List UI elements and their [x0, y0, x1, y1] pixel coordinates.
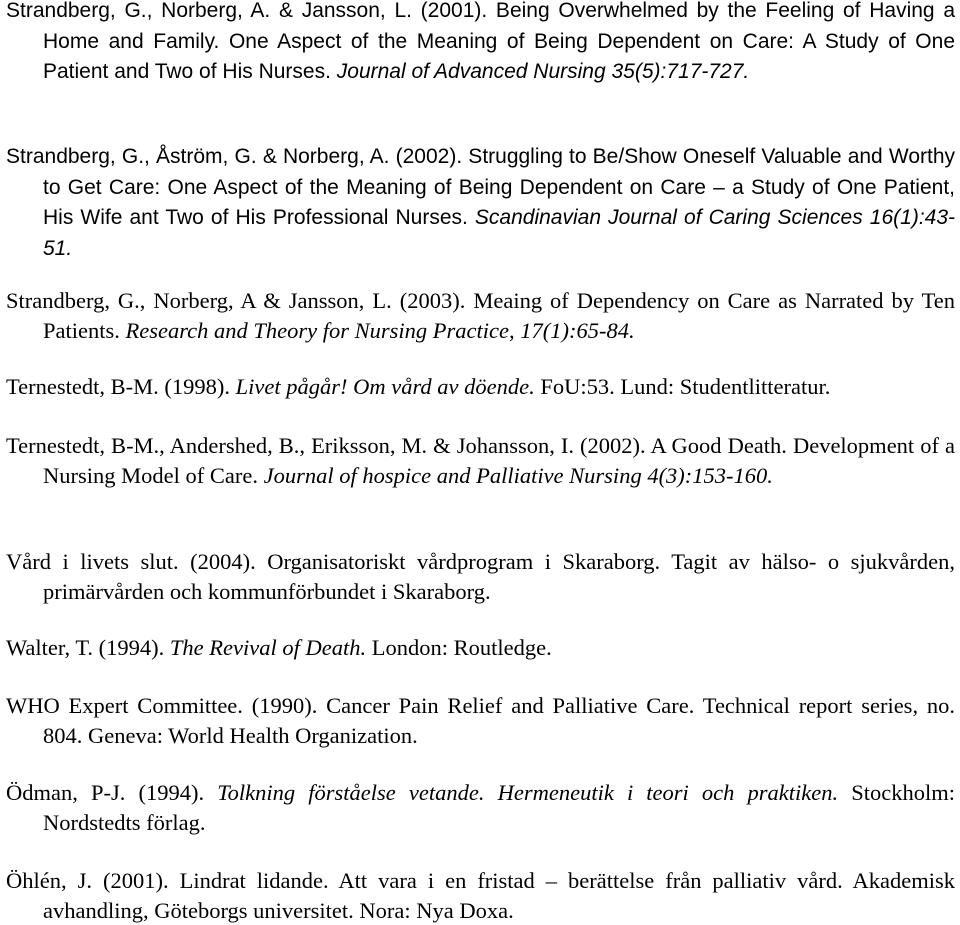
reference-publisher: Stockholm: Nordstedts förlag. [43, 780, 956, 835]
reference-entry-strandberg-2003 [6, 286, 955, 345]
reference-text: Vård i livets slut. (2004). Organisatoriskt vårdprogram i Skaraborg. Tagit av hälso- o sjukvården, primärvården och kommunförbundet i Skaraborg. [6, 549, 955, 604]
reference-entry-walter-1994 [6, 633, 955, 663]
reference-entry-ternestedt-1998 [6, 372, 955, 402]
reference-entry-strandberg-2002 [6, 141, 955, 263]
reference-entry-who-1990 [6, 691, 955, 750]
reference-text: Strandberg, G., Norberg, A. & Jansson, L. (2001). Being Overwhelmed by the Feeling of Having a Home and Family. One Aspect of the Meaning of Being Dependent on Care: A Study of One Patient and Two of His Nurses. [6, 0, 955, 83]
reference-text: Strandberg, G., Åström, G. & Norberg, A. (2002). Struggling to Be/Show Oneself Valuable and Worthy to Get Care: One Aspect of the Meaning of Being Dependent on Care – a Study of One Patient, His Wife ant Two of His Professional Nurses. [6, 145, 955, 229]
reference-entry-vard-i-livets-slut [6, 547, 955, 606]
reference-journal: Research and Theory for Nursing Practice, 17(1):65-84. [125, 317, 635, 343]
reference-entry-odman-1994 [6, 778, 955, 837]
reference-publisher: London: Routledge. [366, 635, 552, 660]
reference-journal: Journal of hospice and Palliative Nursing 4(3):153-160. [263, 462, 773, 488]
reference-text: Ternestedt, B-M., Andershed, B., Eriksson, M. & Johansson, I. (2002). A Good Death. Development of a Nursing Model of Care. [6, 433, 955, 488]
reference-entry-ternestedt-2002 [6, 431, 955, 490]
reference-title: Tolkning förståelse vetande. Hermeneutik i teori och praktiken. [217, 780, 839, 805]
reference-text: Strandberg, G., Norberg, A & Jansson, L. (2003). Meaing of Dependency on Care as Narrated by Ten Patients. [6, 288, 955, 343]
reference-title: The Revival of Death. [169, 635, 367, 660]
reference-text: Walter, T. (1994). [6, 635, 170, 660]
reference-text: Öhlén, J. (2001). Lindrat lidande. Att vara i en fristad – berättelse från palliativ vård. Akademisk avhandling, Göteborgs universitet. Nora: Nya Doxa. [6, 868, 955, 923]
reference-entry-ohlen-2001 [6, 866, 955, 925]
reference-text: Ternestedt, B-M. (1998). [6, 374, 236, 399]
reference-journal: Journal of Advanced Nursing 35(5):717-727. [336, 60, 750, 83]
reference-text: Ödman, P-J. (1994). [6, 780, 218, 805]
reference-entry-strandberg-2001 [6, 0, 955, 87]
reference-text: WHO Expert Committee. (1990). Cancer Pain Relief and Palliative Care. Technical report series, no. 804. Geneva: World Health Organization. [6, 693, 955, 748]
reference-title: Livet pågår! Om vård av döende. [235, 374, 535, 399]
reference-publisher: FoU:53. Lund: Studentlitteratur. [534, 374, 831, 399]
reference-journal: Scandinavian Journal of Caring Sciences 16(1):43-51. [43, 206, 955, 260]
